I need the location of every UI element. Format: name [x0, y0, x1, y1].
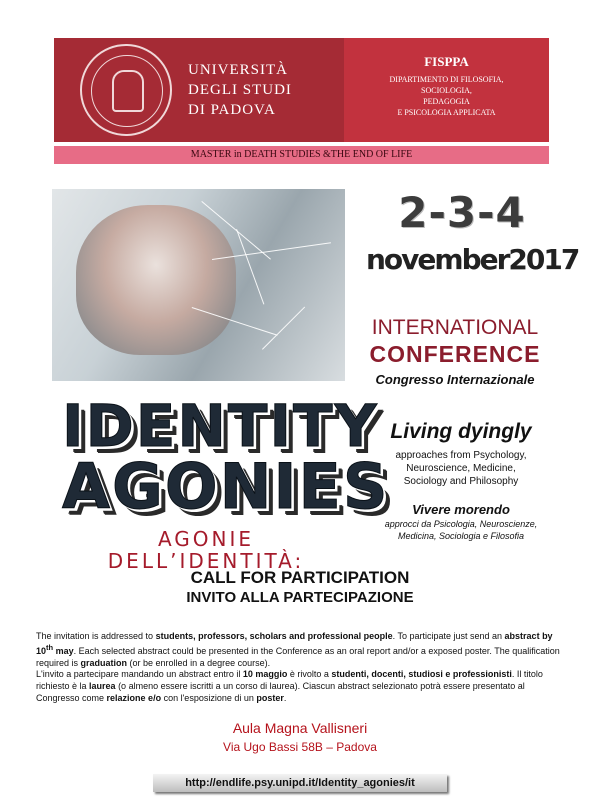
bold-span: relazione e/o — [106, 693, 162, 703]
department-line-2: SOCIOLOGIA, — [421, 86, 472, 95]
text-span: L'invito a partecipare mandando un abstract entro il — [36, 669, 243, 679]
text-span: è rivolto a — [287, 669, 332, 679]
bold-span: laurea — [89, 681, 116, 691]
text-span: (or be enrolled in a degree course). — [127, 658, 271, 668]
text-span: . To participate just send an — [392, 631, 505, 641]
approaches-text — [366, 449, 556, 488]
bold-span: studenti, docenti, studiosi e professionisti — [331, 669, 512, 679]
crack-line — [262, 307, 305, 350]
bold-span: abstract by 10 — [36, 631, 553, 656]
university-line-3: DI PADOVA — [188, 102, 276, 118]
department-line-1: DIPARTIMENTO DI FILOSOFIA, — [389, 75, 504, 84]
text-span: The invitation is addressed to — [36, 631, 156, 641]
university-seal-icon — [80, 44, 172, 136]
master-program-bar: MASTER in DEATH STUDIES &THE END OF LIFE — [54, 146, 549, 164]
crack-line — [236, 229, 264, 305]
text-span: . Il titolo richiesto è la — [36, 669, 543, 691]
congress-label: Congresso Internazionale — [375, 372, 535, 387]
text-span: . Each selected abstract could be presented in the Conference as an oral report and/or a exposed poster. The qualification required is — [36, 646, 560, 668]
italian-title: AGONIE DELL’IDENTITÀ: — [107, 527, 305, 573]
approcci-line-2: Medicina, Sociologia e Filosofia — [397, 531, 525, 541]
cracked-mirror-photo — [52, 189, 345, 381]
university-line-2: DEGLI STUDI — [188, 82, 292, 98]
event-month-year: november2017 — [366, 243, 579, 276]
department-line-4: E PSICOLOGIA APPLICATA — [397, 108, 496, 117]
university-line-1: UNIVERSITÀ — [188, 62, 288, 78]
bold-span: poster — [256, 693, 284, 703]
event-days: 2-3-4 — [398, 188, 526, 237]
approaches-line-1: approaches from Psychology, — [395, 450, 527, 461]
department-line-3: PEDAGOGIA — [423, 97, 470, 106]
approcci-line-1: approcci da Psicologia, Neuroscienze, — [384, 519, 538, 529]
department-acronym: FISPPA — [424, 54, 469, 69]
mirror-reflection — [76, 205, 236, 355]
text-span: con l'esposizione di un — [161, 693, 257, 703]
international-label: INTERNATIONAL — [371, 316, 539, 339]
university-name — [188, 60, 328, 120]
bold-span: students, professors, scholars and professional people — [155, 631, 393, 641]
italian-paragraph — [36, 668, 564, 704]
bold-span: 10 maggio — [242, 669, 288, 679]
vivere-morendo-heading: Vivere morendo — [412, 502, 510, 517]
approcci-text — [361, 518, 561, 542]
venue-name: Aula Magna Vallisneri — [232, 720, 368, 736]
conference-label: CONFERENCE — [369, 341, 541, 367]
superscript: th — [46, 643, 54, 652]
call-subtitle: INVITO ALLA PARTECIPAZIONE — [186, 589, 414, 606]
text-span: (o almeno essere iscritti a un corso di laurea). Ciascun abstract selezionato potrà essere presentato al Congresso come — [36, 681, 525, 703]
living-dyingly-heading: Living dyingly — [390, 420, 532, 443]
call-for-participation-title: CALL FOR PARTICIPATION — [190, 568, 410, 587]
venue-address: Via Ugo Bassi 58B – Padova — [223, 740, 377, 754]
identity-title: IDENTITY — [62, 392, 379, 460]
approaches-line-2: Neuroscience, Medicine, — [406, 463, 516, 474]
english-paragraph — [36, 630, 564, 669]
agonies-title: AGONIES — [62, 450, 390, 523]
text-span: . — [283, 693, 287, 703]
department-name — [344, 74, 549, 118]
website-link[interactable]: http://endlife.psy.unipd.it/Identity_agonies/it — [153, 774, 447, 792]
bold-span: may — [53, 646, 74, 656]
bold-span: graduation — [80, 658, 128, 668]
approaches-line-3: Sociology and Philosophy — [403, 476, 519, 487]
